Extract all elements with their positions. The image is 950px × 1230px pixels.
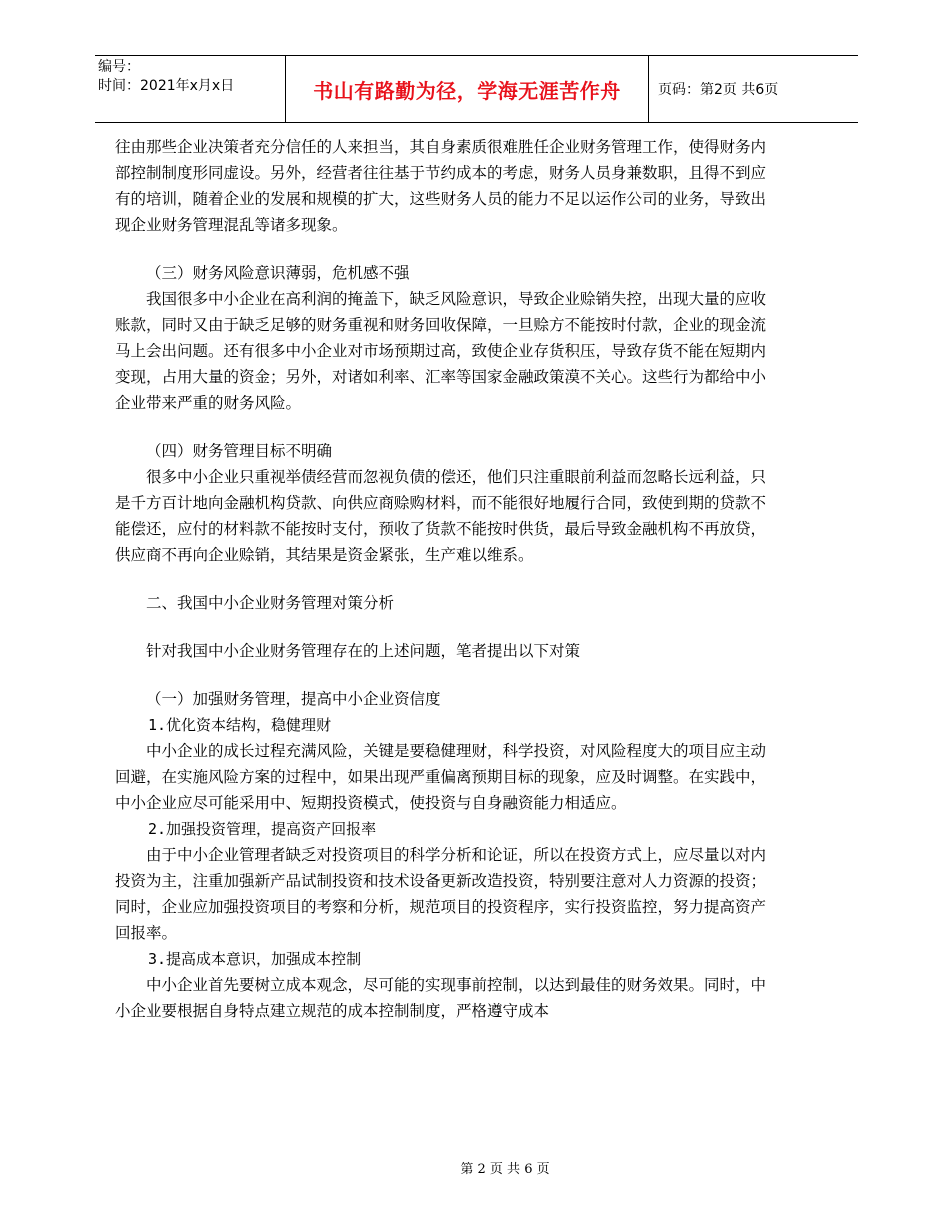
- subsection-heading: 1.优化资本结构，稳健理财: [148, 716, 332, 734]
- paragraph: 我国很多中小企业在高利润的掩盖下，缺乏风险意识，导致企业赊销失控，出现大量的应收账款，同时又由于缺乏足够的财务重视和财务回收保障，一旦赊方不能按时付款，企业的现金流马上会出问题。还有很多中小企业对市场预期过高，致使企业存货积压，导致存货不能在短期内变现，占用大量的资金；另外，对诸如利率、汇率等国家金融政策漠不关心。这些行为都给中小企业带来严重的财务风险。: [115, 290, 767, 412]
- header-meta: [98, 58, 283, 120]
- page-header: [95, 55, 858, 123]
- paragraph: 往由那些企业决策者充分信任的人来担当，其自身素质很难胜任企业财务管理工作，使得财务内部控制制度形同虚设。另外，经营者往往基于节约成本的考虑，财务人员身兼数职，且得不到应有的培训，随着企业的发展和规模的扩大，这些财务人员的能力不足以运作公司的业务，导致出现企业财务管理混乱等诸多现象。: [115, 138, 767, 234]
- part-heading: 二、我国中小企业财务管理对策分析: [146, 594, 395, 612]
- paragraph: 很多中小企业只重视举债经营而忽视负债的偿还，他们只注重眼前利益而忽略长远利益，只是千方百计地向金融机构贷款、向供应商赊购材料，而不能很好地履行合同，致使到期的贷款不能偿还，应付的材料款不能按时支付，预收了货款不能按时供货，最后导致金融机构不再放贷，供应商不再向企业赊销，其结果是资金紧张，生产难以维系。: [115, 468, 767, 564]
- subsection-heading: 2.加强投资管理，提高资产回报率: [148, 820, 377, 838]
- doc-time-label: 时间：2021年x月x日: [98, 78, 235, 94]
- doc-number-label: 编号：: [98, 59, 140, 75]
- section-heading: （三）财务风险意识薄弱，危机感不强: [146, 264, 410, 282]
- header-page-info: 页码：第2页 共6页: [658, 82, 779, 98]
- section-heading: （四）财务管理目标不明确: [146, 442, 333, 460]
- page-footer: 第 2 页 共 6 页: [460, 1162, 550, 1177]
- header-motto: 书山有路勤为径，学海无涯苦作舟: [285, 56, 649, 122]
- paragraph: 针对我国中小企业财务管理存在的上述问题，笔者提出以下对策: [146, 642, 581, 660]
- subsection-heading: 3.提高成本意识，加强成本控制: [148, 950, 362, 968]
- document-body: [115, 134, 775, 1024]
- paragraph: 由于中小企业管理者缺乏对投资项目的科学分析和论证，所以在投资方式上，应尽量以对内投资为主，注重加强新产品试制投资和技术设备更新改造投资，特别要注意对人力资源的投资；同时，企业应加强投资项目的考察和分析，规范项目的投资程序，实行投资监控，努力提高资产回报率。: [115, 846, 767, 942]
- paragraph: 中小企业首先要树立成本观念，尽可能的实现事前控制，以达到最佳的财务效果。同时，中小企业要根据自身特点建立规范的成本控制制度，严格遵守成本: [115, 976, 767, 1020]
- section-heading: （一）加强财务管理，提高中小企业资信度: [146, 690, 441, 708]
- paragraph: 中小企业的成长过程充满风险，关键是要稳健理财，科学投资，对风险程度大的项目应主动回避，在实施风险方案的过程中，如果出现严重偏离预期目标的现象，应及时调整。在实践中，中小企业应尽可能采用中、短期投资模式，使投资与自身融资能力相适应。: [115, 742, 767, 812]
